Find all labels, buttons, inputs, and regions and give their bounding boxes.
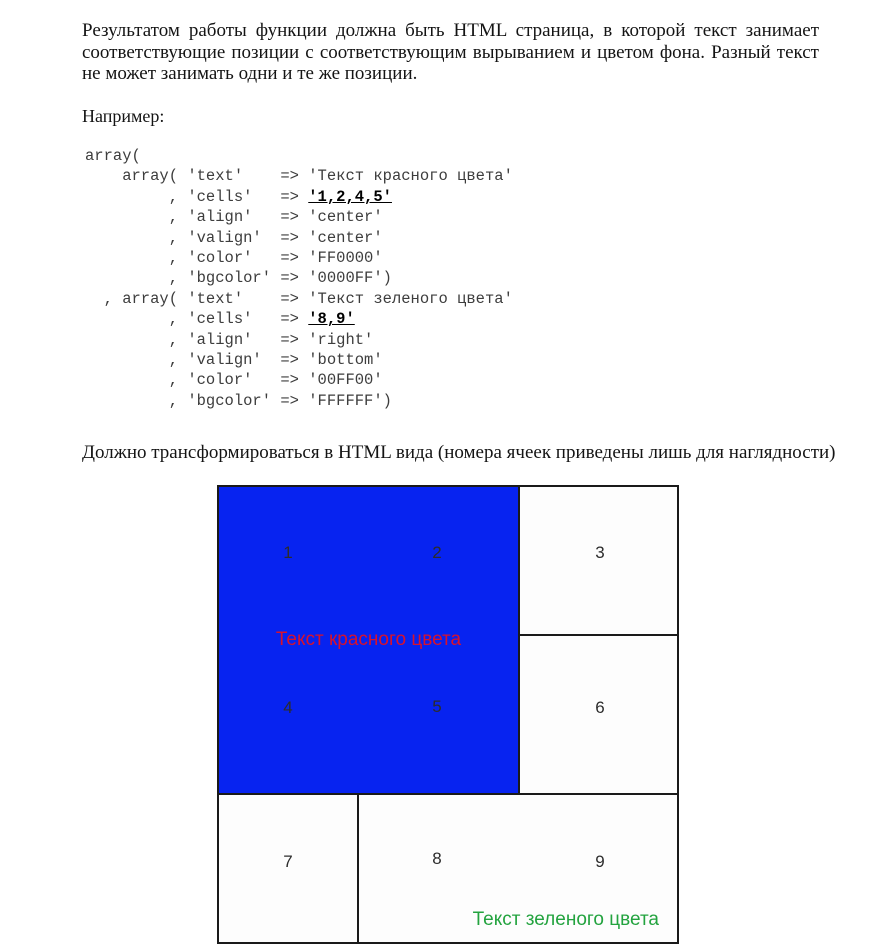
cells-diagram <box>217 485 679 944</box>
cell-number-5: 5 <box>432 697 442 716</box>
cell-3 <box>520 487 677 636</box>
example-label: Например: <box>82 106 165 126</box>
cell-number-3: 3 <box>595 543 605 562</box>
cell-7 <box>219 795 359 942</box>
red-text: Текст красного цвета <box>275 629 462 650</box>
cell-number-6: 6 <box>595 698 605 717</box>
cell-number-4: 4 <box>283 698 293 717</box>
intro-paragraph: Результатом работы функции должна быть HTML страница, в которой текст занимает соответствующие позиции с соответствующим вырыванием и цветом фона. Разный текст не может занимать одни и те же позиции. <box>82 20 819 84</box>
code-block: array( array( 'text' => 'Текст красного цвета' , 'cells' => '1,2,4,5' , 'align' => 'center' , 'valign' => 'center' , 'color' => 'FF0000' , 'bgcolor' => '0000FF') , array( 'text' => 'Текст зеленого цвета' , 'cells' => '8,9' , 'align' => 'right' , 'valign' => 'bottom' , 'color' => '00FF00' , 'bgcolor' => 'FFFFFF') <box>85 147 513 410</box>
cell-number-7: 7 <box>283 852 293 871</box>
cell-number-1: 1 <box>283 543 293 562</box>
cell-number-8: 8 <box>432 849 442 868</box>
cell-6 <box>520 636 677 795</box>
transform-label: Должно трансформироваться в HTML вида (номера ячеек приведены лишь для наглядности) <box>82 442 836 463</box>
cell-number-9: 9 <box>595 852 605 871</box>
merged-cell-1-2-4-5 <box>219 487 520 795</box>
merged-cell-8-9 <box>359 795 677 942</box>
cell-number-2: 2 <box>432 543 442 562</box>
green-text: Текст зеленого цвета <box>472 909 659 930</box>
